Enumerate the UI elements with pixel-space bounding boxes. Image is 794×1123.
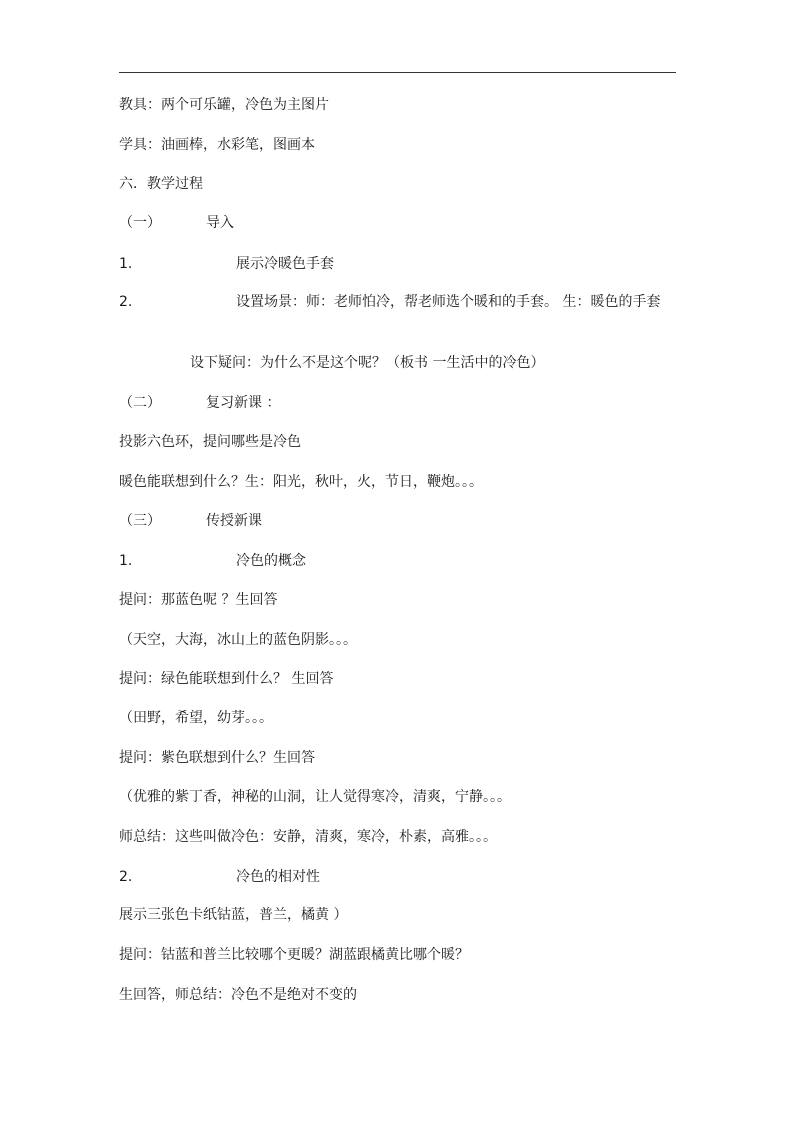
list-number: 2. [119, 869, 133, 885]
teaching-aids-line: 教具：两个可乐罐，冷色为主图片 [119, 97, 329, 113]
body-line: 提问：钴蓝和普兰比较哪个更暖？湖蓝跟橘黄比哪个暖？ [119, 947, 469, 963]
list-item [119, 551, 676, 572]
body-line: （天空，大海，冰山上的蓝色阴影。。。 [119, 632, 357, 648]
list-number: 1. [119, 553, 133, 569]
list-text: 设置场景：师：老师怕冷，帮老师选个暖和的手套。 生：暖色的手套 [236, 294, 661, 310]
subsection-title: 导入 [206, 215, 234, 231]
body-line: 生回答，师总结：冷色不是绝对不变的 [119, 987, 357, 1003]
list-number: 1. [119, 256, 133, 272]
question-line: 设下疑问：为什么不是这个呢？（板书 一生活中的冷色） [190, 355, 545, 371]
list-item [119, 254, 676, 275]
list-item [119, 867, 676, 888]
list-text: 冷色的相对性 [236, 869, 320, 885]
body-line: 投影六色环，提问哪些是冷色 [119, 434, 301, 450]
subsection-review [119, 393, 676, 414]
body-line: 提问：紫色联想到什么？生回答 [119, 750, 315, 766]
subsection-title: 传授新课 [206, 513, 262, 529]
list-item [119, 292, 676, 313]
student-materials-line: 学具：油画棒，水彩笔，图画本 [119, 137, 315, 153]
subsection-intro [119, 213, 676, 234]
subsection-label: （二） [119, 395, 161, 411]
section-heading-process: 六．教学过程 [119, 176, 203, 192]
subsection-label: （三） [119, 513, 161, 529]
header-rule [119, 72, 676, 73]
body-line: （优雅的紫丁香，神秘的山洞，让人觉得寒冷，清爽，宁静。。。 [119, 789, 511, 805]
subsection-new [119, 511, 676, 532]
list-text: 冷色的概念 [236, 553, 306, 569]
body-line: 暖色能联想到什么？生：阳光，秋叶，火，节日，鞭炮。。。 [119, 474, 483, 490]
subsection-label: （一） [119, 215, 161, 231]
body-line: 展示三张色卡纸钴蓝，普兰，橘黄 ） [119, 907, 348, 923]
list-text: 展示冷暖色手套 [236, 256, 334, 272]
body-line: 提问：那蓝色呢 ？生回答 [119, 592, 278, 608]
body-line: （田野，希望，幼芽。。。 [119, 710, 273, 726]
body-line: 提问：绿色能联想到什么？ 生回答 [119, 671, 334, 687]
body-line: 师总结：这些叫做冷色：安静，清爽，寒冷，朴素，高雅。。。 [119, 829, 497, 845]
subsection-title: 复习新课 ： [206, 395, 281, 411]
list-number: 2. [119, 294, 133, 310]
